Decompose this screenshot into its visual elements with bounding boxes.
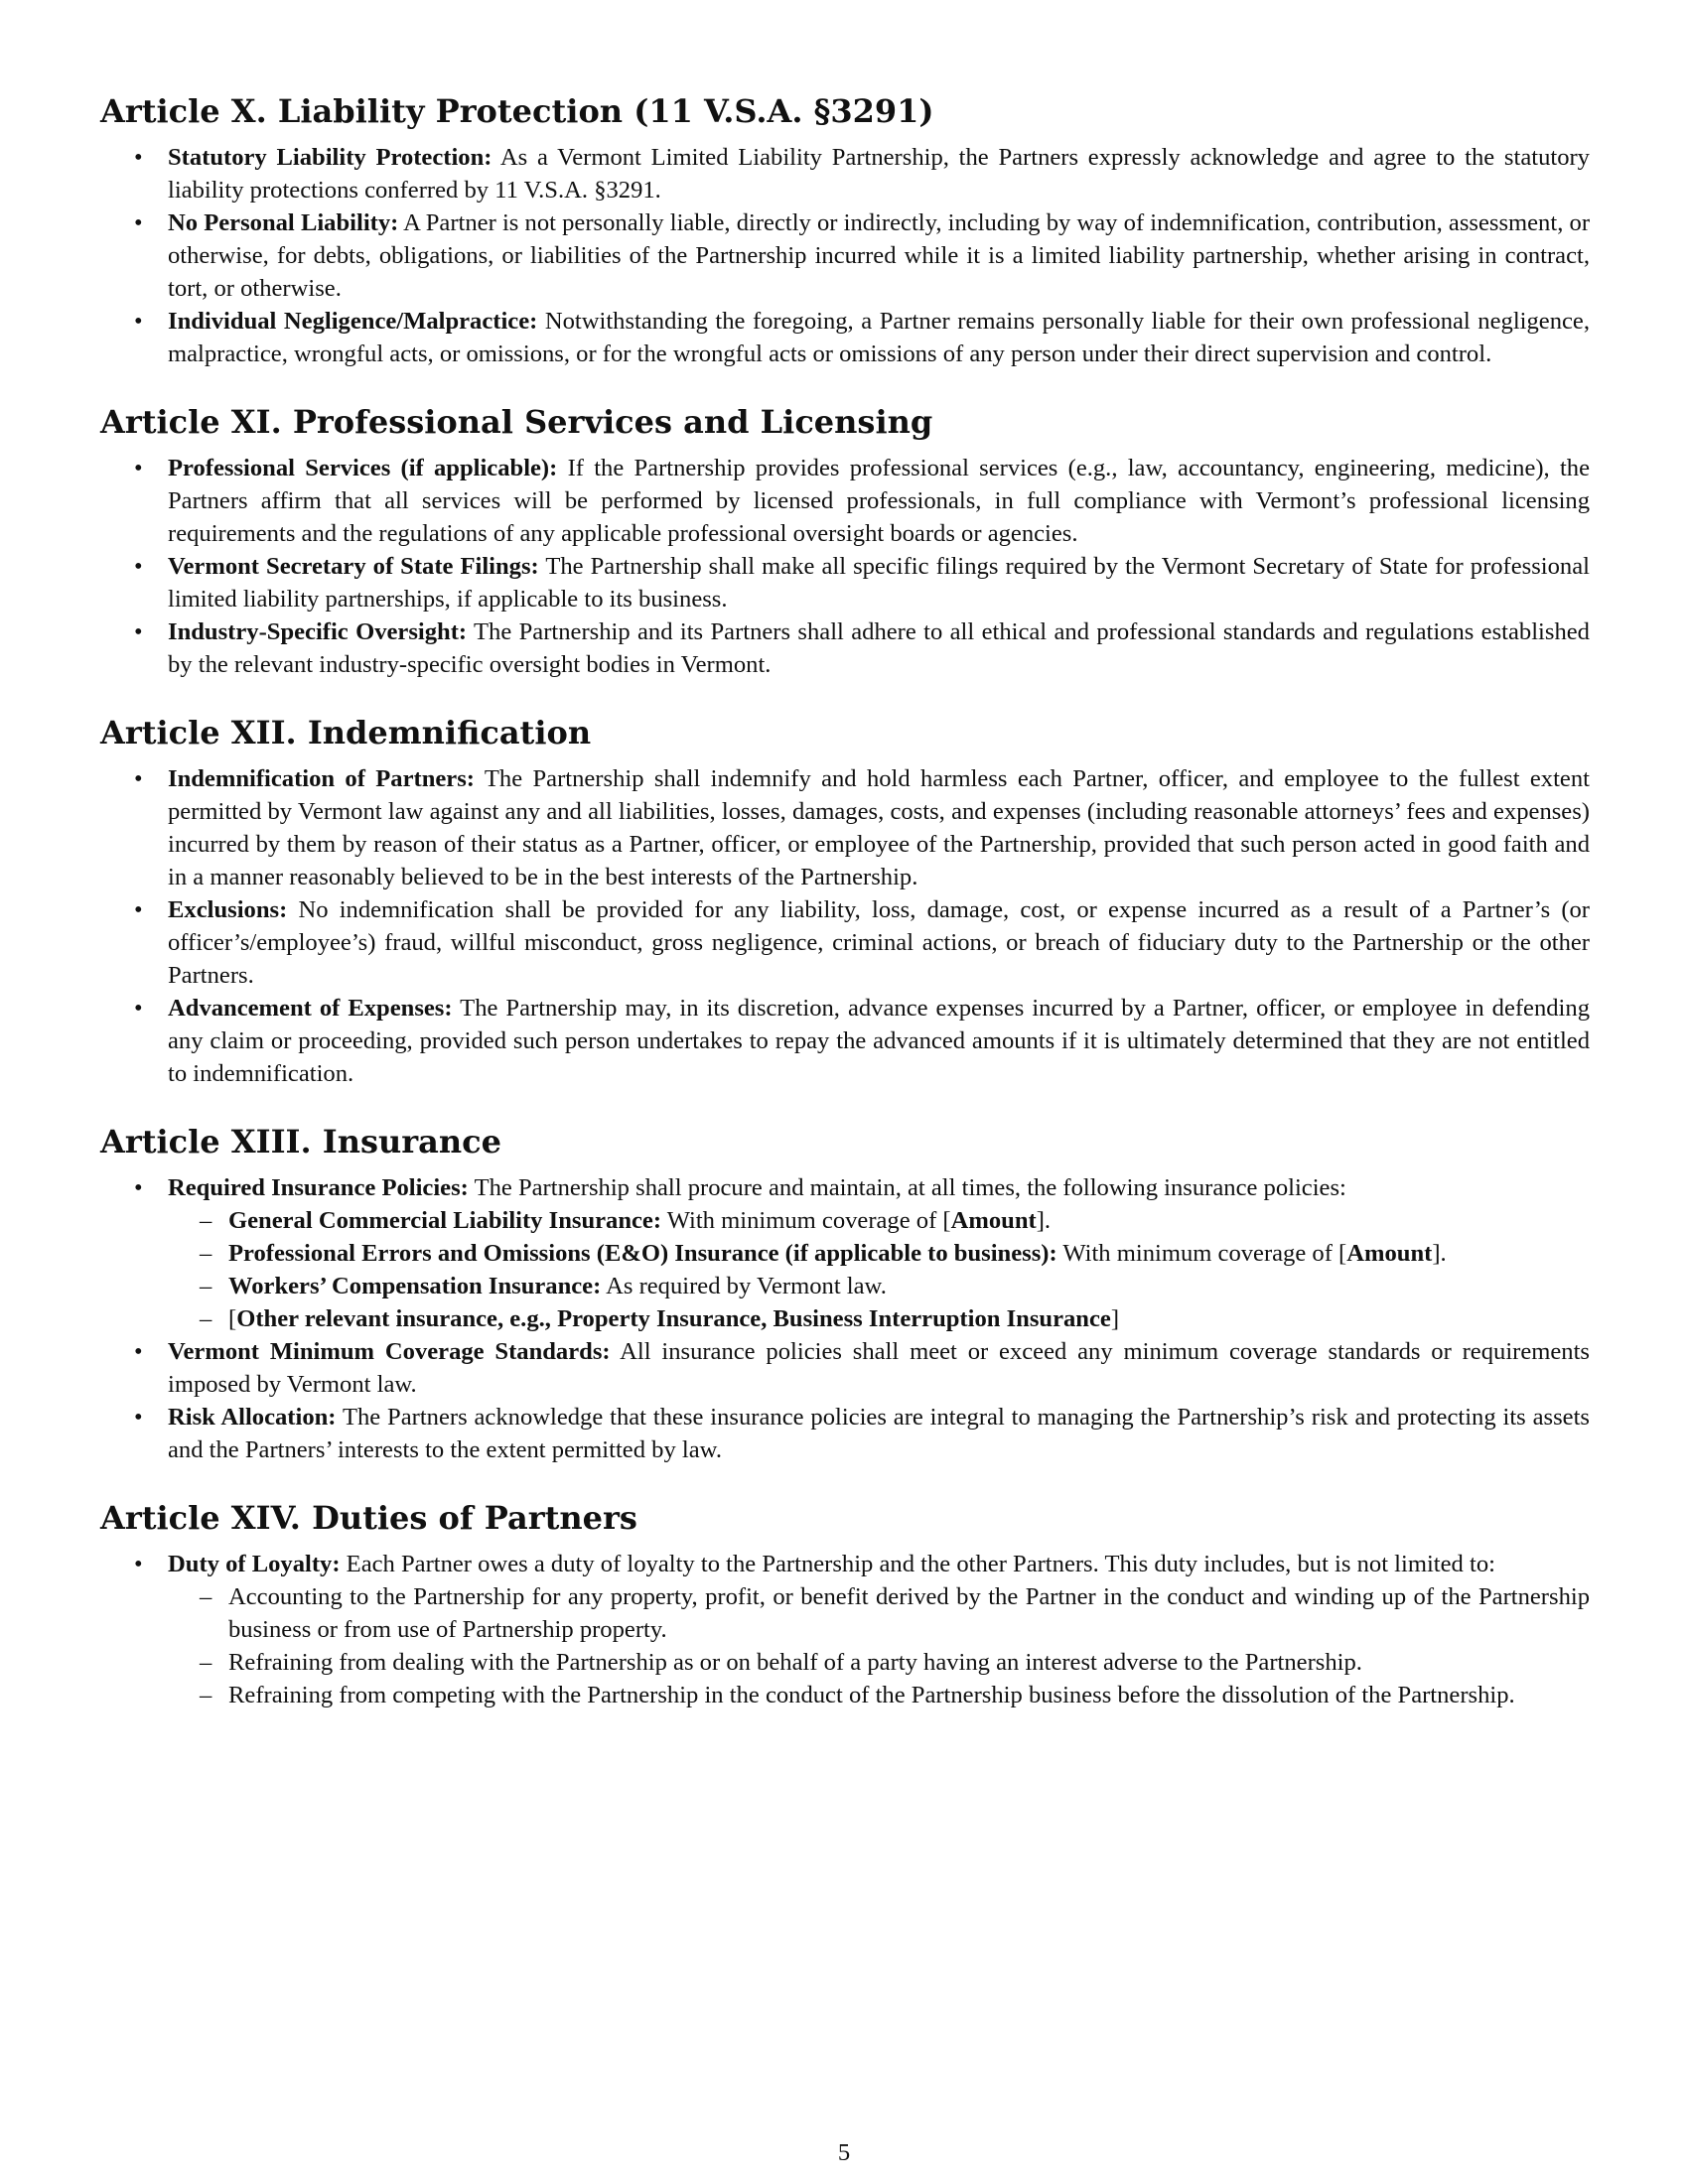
bracket-close: ] [1110, 1305, 1120, 1332]
item-text: The Partnership shall indemnify and hold harmless each Partner, officer, and employee to the fullest extent permitted by Vermont law against any and all liabilities, losses, damages, costs, and expenses (including reasonable attorneys’ fees and expenses) incurred by them by reason of their status as a Partner, officer, or employee of the Partnership, provided that such person acted in good faith and in a manner reasonably believed to be in the best interests of the Partnership. [168, 765, 1590, 890]
item-label: Duty of Loyalty: [168, 1551, 341, 1577]
item-text: The Partnership shall make all specific filings required by the Vermont Secretary of State for professional limited liability partnerships, if applicable to its business. [168, 553, 1590, 613]
article-list [100, 1548, 1590, 1711]
item-text: The Partnership shall procure and maintain, at all times, the following insurance policies: [474, 1174, 1346, 1201]
sub-list-item [168, 1302, 1590, 1335]
item-text: Each Partner owes a duty of loyalty to the Partnership and the other Partners. This duty includes, but is not limited to: [346, 1551, 1495, 1577]
list-item [100, 206, 1590, 305]
item-text: The Partnership and its Partners shall adhere to all ethical and professional standards and regulations established by the relevant industry-specific oversight bodies in Vermont. [168, 618, 1590, 678]
article-list [100, 762, 1590, 1090]
item-text: No indemnification shall be provided for any liability, loss, damage, cost, or expense incurred as a result of a Partner’s (or officer’s/employee’s) fraud, willful misconduct, gross negligence, criminal actions, or breach of fiduciary duty to the Partnership or the other Partners. [168, 896, 1590, 989]
article-xiii [100, 1122, 1590, 1466]
sub-item-label: Professional Errors and Omissions (E&O) Insurance (if applicable to business): [228, 1240, 1057, 1267]
sub-list-item: – Refraining from dealing with the Partnership as or on behalf of a party having an interest adverse to the Partnership. [168, 1646, 1590, 1679]
article-xii [100, 713, 1590, 1090]
item-label: Vermont Secretary of State Filings: [168, 553, 539, 580]
article-heading: Article XIII. Insurance [100, 1123, 501, 1160]
item-text: The Partnership may, in its discretion, advance expenses incurred by a Partner, officer, or employee in defending any claim or proceeding, provided such person undertakes to repay the advanced amounts if it is ultimately determined that they are not entitled to indemnification. [168, 995, 1590, 1087]
insurance-sublist [168, 1204, 1590, 1335]
item-label: Individual Negligence/Malpractice: [168, 308, 538, 335]
item-label: Professional Services (if applicable): [168, 455, 558, 481]
item-label: Exclusions: [168, 896, 288, 923]
list-item [100, 992, 1590, 1090]
page-number: 5 [837, 2139, 851, 2166]
sub-item-text: With minimum coverage of [ [1062, 1240, 1347, 1267]
article-list [100, 452, 1590, 681]
item-label: Required Insurance Policies: [168, 1174, 469, 1201]
list-item [100, 1548, 1590, 1711]
list-item [100, 762, 1590, 893]
other-insurance-placeholder: Other relevant insurance, e.g., Property Insurance, Business Interruption Insurance [236, 1305, 1111, 1332]
article-xiv [100, 1498, 1590, 1711]
list-item [100, 615, 1590, 681]
amount-placeholder: Amount [950, 1207, 1037, 1234]
sub-list-item [168, 1204, 1590, 1237]
sub-list-item [168, 1270, 1590, 1302]
item-label: Advancement of Expenses: [168, 995, 453, 1022]
item-label: Statutory Liability Protection: [168, 144, 492, 171]
item-label: Industry-Specific Oversight: [168, 618, 468, 645]
list-item [100, 305, 1590, 370]
item-label: No Personal Liability: [168, 209, 399, 236]
list-item [100, 550, 1590, 615]
item-text: As a Vermont Limited Liability Partnership, the Partners expressly acknowledge and agree to the statutory liability protections conferred by 11 V.S.A. §3291. [168, 144, 1590, 204]
list-item [100, 893, 1590, 992]
article-heading: Article XII. Indemnification [100, 714, 592, 751]
sub-item-text: With minimum coverage of [ [666, 1207, 951, 1234]
sub-item-label: General Commercial Liability Insurance: [228, 1207, 662, 1234]
list-item [100, 1171, 1590, 1335]
list-item [100, 452, 1590, 550]
item-label: Vermont Minimum Coverage Standards: [168, 1338, 611, 1365]
list-item [100, 141, 1590, 206]
list-item [100, 1335, 1590, 1401]
loyalty-sublist [168, 1580, 1590, 1711]
item-text: All insurance policies shall meet or exceed any minimum coverage standards or requirements imposed by Vermont law. [168, 1338, 1590, 1398]
item-text: If the Partnership provides professional services (e.g., law, accountancy, engineering, medicine), the Partners affirm that all services will be performed by licensed professionals, in full compliance with Vermont’s professional licensing requirements and the regulations of any applicable professional oversight boards or agencies. [168, 455, 1590, 547]
list-item [100, 1401, 1590, 1466]
item-text: A Partner is not personally liable, directly or indirectly, including by way of indemnification, contribution, assessment, or otherwise, for debts, obligations, or liabilities of the Partnership incurred while it is a limited liability partnership, whether arising in contract, tort, or otherwise. [168, 209, 1591, 302]
item-text: Notwithstanding the foregoing, a Partner remains personally liable for their own professional negligence, malpractice, wrongful acts, or omissions, or for the wrongful acts or omissions of any person under their direct supervision and control. [168, 308, 1590, 367]
article-heading: Article XIV. Duties of Partners [100, 1499, 637, 1537]
amount-placeholder: Amount [1346, 1240, 1433, 1267]
sub-list-item [168, 1237, 1590, 1270]
article-list [100, 1171, 1590, 1466]
article-x [100, 91, 1590, 370]
bracket-open: [ [228, 1305, 237, 1332]
item-text: The Partners acknowledge that these insurance policies are integral to managing the Partnership’s risk and protecting its assets and the Partners’ interests to the extent permitted by law. [168, 1404, 1590, 1463]
article-heading: Article XI. Professional Services and Licensing [100, 403, 933, 441]
item-label: Indemnification of Partners: [168, 765, 475, 792]
article-heading: Article X. Liability Protection (11 V.S.A. §3291) [100, 92, 934, 130]
sub-item-text-end: ]. [1036, 1207, 1052, 1234]
article-xi [100, 402, 1590, 681]
item-label: Risk Allocation: [168, 1404, 337, 1431]
page-content [100, 91, 1590, 1743]
sub-item-text-end: ]. [1432, 1240, 1447, 1267]
sub-item-text: As required by Vermont law. [606, 1273, 887, 1299]
sub-item-label: Workers’ Compensation Insurance: [228, 1273, 602, 1299]
sub-list-item: – Accounting to the Partnership for any property, profit, or benefit derived by the Partner in the conduct and winding up of the Partnership business or from use of Partnership property. [168, 1580, 1590, 1646]
sub-list-item: – Refraining from competing with the Partnership in the conduct of the Partnership business before the dissolution of the Partnership. [168, 1679, 1590, 1711]
article-list [100, 141, 1590, 370]
